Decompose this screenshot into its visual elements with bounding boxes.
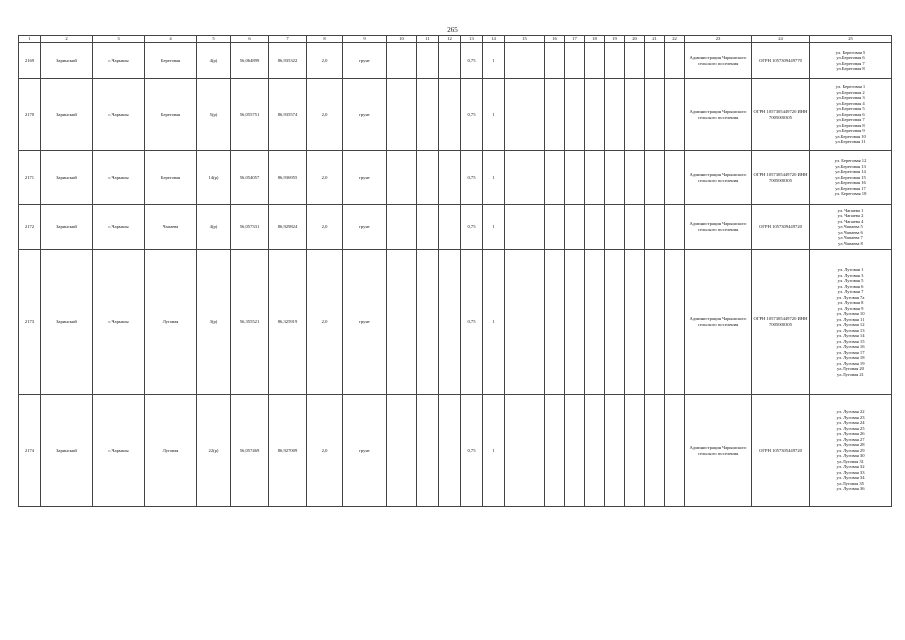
header-cell: 21: [645, 36, 665, 43]
street-address: ул. Луговая 34: [836, 475, 865, 481]
street-address: ул. Чапаева 1: [837, 207, 864, 213]
cell-streets: [810, 79, 892, 151]
cell-empty: [387, 79, 417, 151]
cell-ogrn: ОГРН 1057305449720: [752, 395, 810, 507]
cell-streets: [810, 250, 892, 395]
cell-street: Луговая: [145, 395, 197, 507]
cell-lat: 56,064899: [231, 43, 269, 79]
cell-empty: [545, 205, 565, 250]
street-address: ул.Береговая 7: [836, 117, 865, 123]
street-address: ул.Береговая 7: [836, 60, 865, 66]
cell-house: 5(р): [197, 79, 231, 151]
cell-empty: [665, 151, 685, 205]
cell-empty: [565, 151, 585, 205]
cell-owner: Администрация Чарышского сельского поселения: [685, 151, 752, 205]
street-address: ул. Луговая 27: [836, 436, 865, 442]
street-address: ул.Береговая 11: [835, 139, 866, 145]
cell-house: 14(р): [197, 151, 231, 205]
header-cell: 8: [307, 36, 343, 43]
street-address: ул. Луговая 30: [836, 453, 865, 459]
cell-village: с.Чарышы: [93, 151, 145, 205]
cell-ogrn: ОГРН 1057309449770: [752, 43, 810, 79]
cell-empty: [505, 151, 545, 205]
cell-empty: [645, 250, 665, 395]
cell-empty: [585, 79, 605, 151]
cell-vol: 0,75: [461, 205, 483, 250]
cell-count: 1: [483, 151, 505, 205]
cell-district: Заринский: [41, 205, 93, 250]
street-address: ул. Луговая 18: [836, 355, 865, 360]
cell-lat: 56,055751: [231, 79, 269, 151]
cell-empty: [439, 395, 461, 507]
street-address: ул.Чапаева 6: [838, 229, 863, 235]
cell-empty: [439, 79, 461, 151]
cell-empty: [625, 79, 645, 151]
cell-ogrn: ОГРН 1057305449720 ИНН 7005000305: [752, 79, 810, 151]
cell-streets: [810, 395, 892, 507]
header-cell: 2: [41, 36, 93, 43]
cell-empty: [439, 205, 461, 250]
street-address: ул. Луговая 11: [836, 316, 865, 322]
street-address: ул.Береговая 5: [836, 106, 865, 112]
cell-empty: [605, 79, 625, 151]
cell-lon: 86,936955: [269, 151, 307, 205]
cell-empty: [665, 43, 685, 79]
cell-empty: [387, 205, 417, 250]
cell-surface: грунт: [343, 395, 387, 507]
cell-village: с.Чарышы: [93, 250, 145, 395]
header-cell: 11: [417, 36, 439, 43]
street-address: ул.Береговая 17: [835, 185, 866, 191]
table-row: [19, 151, 892, 205]
street-address: ул. Чапаева 4: [837, 218, 864, 224]
page-number: 265: [447, 26, 458, 34]
cell-district: Заринский: [41, 79, 93, 151]
cell-empty: [625, 395, 645, 507]
cell-num: 2173: [19, 250, 41, 395]
header-cell: 19: [605, 36, 625, 43]
cell-streets: [810, 43, 892, 79]
cell-lat: 56,057469: [231, 395, 269, 507]
cell-empty: [645, 151, 665, 205]
street-address: ул. Луговая 5: [837, 278, 864, 283]
cell-empty: [417, 79, 439, 151]
cell-lon: 86,929824: [269, 205, 307, 250]
cell-lat: 56,054057: [231, 151, 269, 205]
table-row: [19, 79, 892, 151]
cell-lon: 86,935322: [269, 43, 307, 79]
cell-ogrn: ОГРН 1057305449720 ИНН 7005000305: [752, 250, 810, 395]
cell-owner: Администрация Чарышского сельского поселения: [685, 205, 752, 250]
header-cell: 22: [665, 36, 685, 43]
header-cell: 13: [461, 36, 483, 43]
cell-empty: [565, 250, 585, 395]
street-address: ул. Луговая 1: [837, 267, 864, 272]
cell-num: 2170: [19, 79, 41, 151]
cell-ogrn: ОГРН 1057309449720: [752, 205, 810, 250]
street-address: ул. Луговая 7: [837, 289, 864, 294]
street-address: ул.Береговая 8: [836, 122, 865, 128]
cell-count: 1: [483, 395, 505, 507]
cell-empty: [439, 43, 461, 79]
cell-area: 2,0: [307, 250, 343, 395]
street-address: ул.Береговая 6: [836, 55, 865, 60]
header-cell: 10: [387, 36, 417, 43]
cell-empty: [387, 43, 417, 79]
cell-surface: грунт: [343, 151, 387, 205]
cell-vol: 0,75: [461, 151, 483, 205]
cell-owner: Администрация Чарышского сельского поселения: [685, 79, 752, 151]
header-cell: 12: [439, 36, 461, 43]
cell-empty: [545, 79, 565, 151]
cell-vol: 0,75: [461, 395, 483, 507]
street-address: ул. Луговая 15: [836, 338, 865, 344]
street-address: ул. Луговая 19: [836, 360, 865, 366]
street-address: ул. Луговая 6: [837, 283, 864, 289]
cell-owner: Администрация Чарышского сельского поселения: [685, 250, 752, 395]
street-address: ул. Береговая 12: [834, 158, 867, 164]
cell-empty: [417, 43, 439, 79]
cell-area: 2,0: [307, 151, 343, 205]
street-address: ул. Луговая 29: [836, 447, 865, 453]
street-address: ул.Береговая 16: [835, 180, 866, 186]
cell-empty: [665, 79, 685, 151]
cell-empty: [625, 250, 645, 395]
cell-area: 2,0: [307, 79, 343, 151]
cell-lon: 86,325919: [269, 250, 307, 395]
cell-house: 3(р): [197, 250, 231, 395]
street-address: ул. Луговая 25: [836, 425, 865, 431]
header-cell: 25: [810, 36, 892, 43]
street-address: ул. Береговая 5: [835, 49, 866, 55]
street-address: ул. Луговая 36: [836, 486, 865, 492]
street-address: ул.Чапаева 7: [838, 235, 863, 241]
cell-vol: 0,75: [461, 43, 483, 79]
cell-vol: 0,75: [461, 79, 483, 151]
street-address: ул. Луговая 33: [836, 469, 865, 475]
cell-house: 4(р): [197, 205, 231, 250]
cell-empty: [625, 151, 645, 205]
header-cell: 17: [565, 36, 585, 43]
cell-empty: [417, 250, 439, 395]
cell-district: Заринский: [41, 151, 93, 205]
street-address: ул.Береговая 9: [836, 128, 865, 134]
header-cell: 24: [752, 36, 810, 43]
cell-area: 2,0: [307, 395, 343, 507]
cell-empty: [665, 205, 685, 250]
street-address: ул.Луговая 35: [837, 480, 864, 486]
street-address: ул.Береговая 8: [836, 66, 865, 71]
street-address: ул. Береговая 1: [835, 84, 866, 90]
street-address: ул. Луговая 22: [836, 409, 865, 415]
header-cell: 14: [483, 36, 505, 43]
header-cell: 23: [685, 36, 752, 43]
cell-empty: [505, 79, 545, 151]
cell-lon: 86,935574: [269, 79, 307, 151]
cell-count: 1: [483, 250, 505, 395]
street-address: ул.Береговая 10: [835, 133, 866, 139]
header-row: [19, 36, 892, 43]
header-cell: 5: [197, 36, 231, 43]
cell-district: Заринский: [41, 250, 93, 395]
street-address: ул. Луговая 7а: [836, 294, 865, 300]
cell-empty: [605, 250, 625, 395]
cell-village: с.Чарышы: [93, 43, 145, 79]
cell-empty: [625, 43, 645, 79]
cell-empty: [585, 43, 605, 79]
registry-table: [18, 35, 892, 507]
street-address: ул.Чапаева 5: [838, 224, 863, 230]
street-address: ул.Береговая 6: [836, 111, 865, 117]
header-cell: 7: [269, 36, 307, 43]
cell-empty: [645, 79, 665, 151]
cell-surface: грунт: [343, 43, 387, 79]
cell-empty: [625, 205, 645, 250]
street-address: ул. Луговая 24: [836, 420, 865, 426]
header-cell: 1: [19, 36, 41, 43]
table-row: [19, 205, 892, 250]
street-address: ул.Чапаева 8: [838, 240, 863, 246]
cell-area: 2,0: [307, 43, 343, 79]
cell-empty: [645, 43, 665, 79]
cell-surface: грунт: [343, 79, 387, 151]
cell-empty: [665, 250, 685, 395]
street-address: ул.Береговая 4: [836, 100, 865, 106]
street-address: ул.Береговая 14: [835, 169, 866, 175]
street-address: ул. Луговая 14: [836, 333, 865, 338]
cell-count: 1: [483, 79, 505, 151]
cell-empty: [439, 151, 461, 205]
cell-empty: [505, 43, 545, 79]
cell-empty: [505, 395, 545, 507]
street-address: ул. Чапаева 2: [837, 213, 864, 219]
cell-empty: [565, 205, 585, 250]
street-address: ул. Луговая 23: [836, 414, 865, 420]
cell-house: 22(р): [197, 395, 231, 507]
cell-street: Чапаева: [145, 205, 197, 250]
cell-empty: [585, 151, 605, 205]
street-address: ул. Луговая 17: [836, 349, 865, 355]
cell-village: с.Чарышы: [93, 395, 145, 507]
cell-empty: [545, 250, 565, 395]
cell-empty: [545, 151, 565, 205]
cell-house: 4(р): [197, 43, 231, 79]
header-cell: 16: [545, 36, 565, 43]
cell-empty: [417, 205, 439, 250]
cell-empty: [505, 205, 545, 250]
header-cell: 9: [343, 36, 387, 43]
header-cell: 6: [231, 36, 269, 43]
cell-empty: [645, 205, 665, 250]
cell-district: Заринский: [41, 43, 93, 79]
header-cell: 18: [585, 36, 605, 43]
cell-num: 2171: [19, 151, 41, 205]
cell-lat: 56,355521: [231, 250, 269, 395]
cell-empty: [565, 43, 585, 79]
street-address: ул. Луговая 32: [836, 464, 865, 470]
cell-lat: 56,057331: [231, 205, 269, 250]
cell-empty: [387, 395, 417, 507]
cell-empty: [645, 395, 665, 507]
street-address: ул. Луговая 12: [836, 322, 865, 327]
street-address: ул. Луговая 13: [836, 327, 865, 333]
cell-count: 1: [483, 43, 505, 79]
table-row: [19, 395, 892, 507]
cell-num: 2169: [19, 43, 41, 79]
cell-street: Береговая: [145, 43, 197, 79]
header-cell: 3: [93, 36, 145, 43]
cell-village: с.Чарышы: [93, 205, 145, 250]
cell-owner: Администрация Чарышского сельского поселения: [685, 395, 752, 507]
street-address: ул. Луговая 16: [836, 344, 865, 349]
cell-street: Береговая: [145, 151, 197, 205]
street-address: ул. Береговая 18: [834, 191, 867, 197]
cell-empty: [565, 395, 585, 507]
cell-count: 1: [483, 205, 505, 250]
table-row: [19, 250, 892, 395]
cell-empty: [605, 151, 625, 205]
cell-empty: [439, 250, 461, 395]
header-cell: 4: [145, 36, 197, 43]
cell-district: Заринский: [41, 395, 93, 507]
cell-streets: [810, 151, 892, 205]
street-address: ул.Береговая 15: [835, 174, 866, 180]
cell-empty: [417, 151, 439, 205]
cell-street: Береговая: [145, 79, 197, 151]
street-address: ул.Луговая 21: [837, 371, 864, 377]
cell-empty: [387, 250, 417, 395]
cell-empty: [545, 43, 565, 79]
cell-empty: [585, 250, 605, 395]
street-address: ул.Луговая 20: [837, 366, 864, 371]
street-address: ул.Береговая 2: [836, 89, 865, 95]
cell-num: 2174: [19, 395, 41, 507]
street-address: ул. Луговая 9: [837, 305, 864, 311]
cell-num: 2172: [19, 205, 41, 250]
cell-street: Луговая: [145, 250, 197, 395]
table-row: [19, 43, 892, 79]
cell-owner: Администрация Чарышского сельского поселения: [685, 43, 752, 79]
cell-empty: [585, 205, 605, 250]
cell-ogrn: ОГРН 1057305449720 ИНН 7005000305: [752, 151, 810, 205]
cell-empty: [665, 395, 685, 507]
cell-empty: [605, 205, 625, 250]
street-address: ул. Луговая 3: [837, 272, 864, 278]
cell-empty: [585, 395, 605, 507]
cell-empty: [605, 395, 625, 507]
cell-streets: [810, 205, 892, 250]
cell-area: 2,0: [307, 205, 343, 250]
street-address: ул. Луговая 28: [836, 442, 865, 448]
street-address: ул.Береговая 13: [835, 163, 866, 169]
cell-empty: [387, 151, 417, 205]
street-address: ул. Луговая 26: [836, 431, 865, 437]
header-cell: 20: [625, 36, 645, 43]
cell-empty: [605, 43, 625, 79]
cell-village: с.Чарышы: [93, 79, 145, 151]
cell-vol: 0,75: [461, 250, 483, 395]
header-cell: 15: [505, 36, 545, 43]
cell-surface: грунт: [343, 205, 387, 250]
cell-empty: [505, 250, 545, 395]
cell-lon: 86,927009: [269, 395, 307, 507]
cell-empty: [545, 395, 565, 507]
cell-empty: [565, 79, 585, 151]
cell-empty: [417, 395, 439, 507]
street-address: ул. Луговая 8: [837, 300, 864, 305]
cell-surface: грунт: [343, 250, 387, 395]
street-address: ул.Луговая 31: [837, 458, 864, 464]
street-address: ул.Береговая 3: [836, 95, 865, 101]
street-address: ул. Луговая 10: [836, 311, 865, 316]
